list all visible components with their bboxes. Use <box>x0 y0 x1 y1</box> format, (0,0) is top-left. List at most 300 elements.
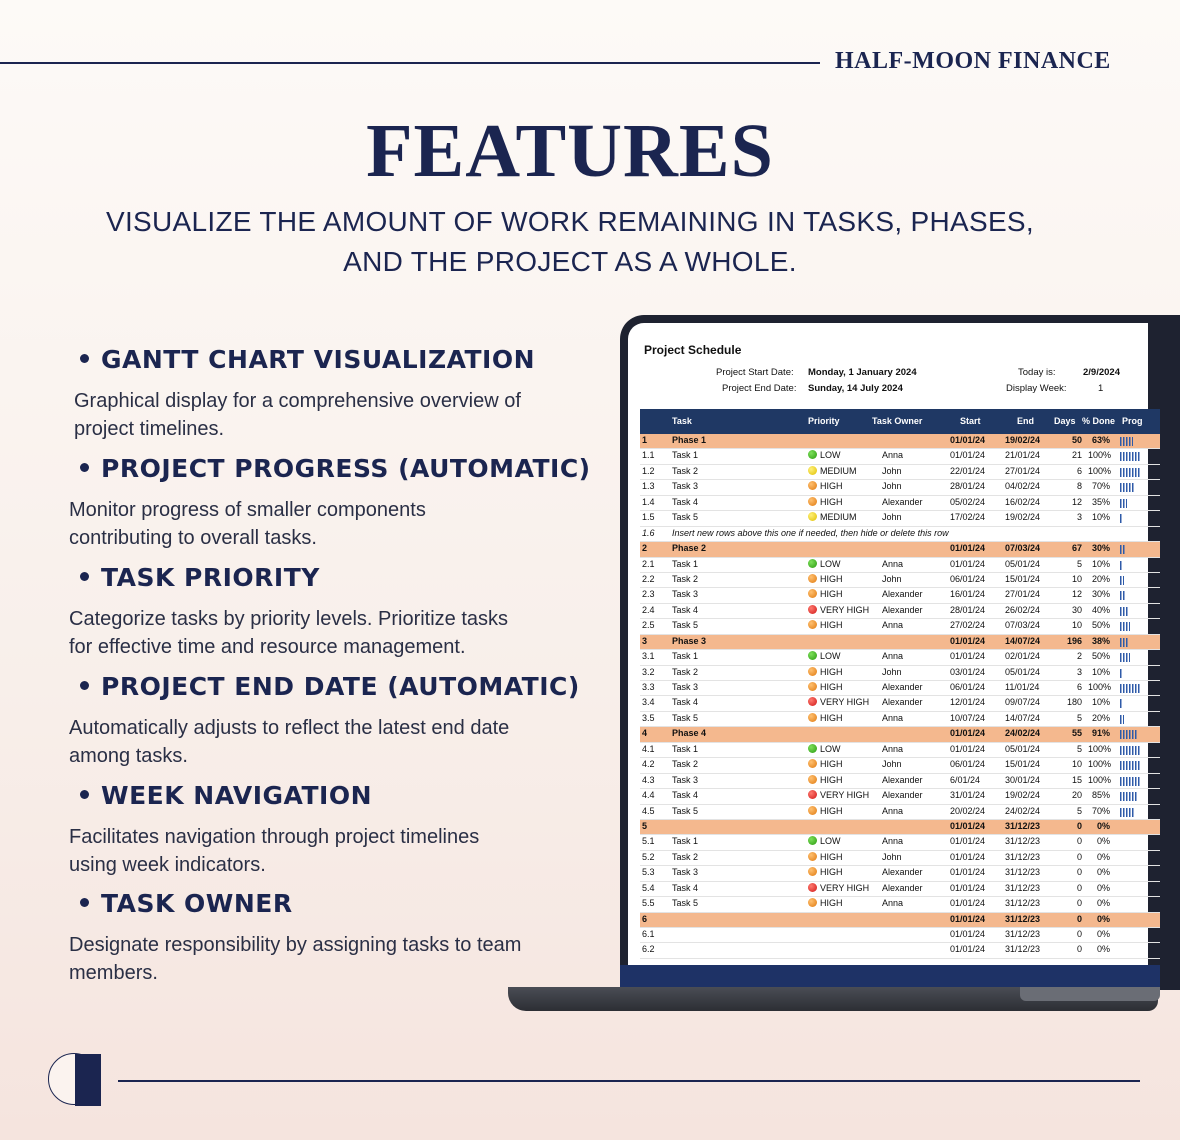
cell-owner[interactable]: Alexander <box>882 882 923 893</box>
cell-id[interactable]: 6.2 <box>642 944 655 955</box>
cell-days[interactable]: 15 <box>1071 774 1082 785</box>
cell-id[interactable]: 1.5 <box>642 512 655 523</box>
cell-start[interactable]: 01/01/24 <box>950 435 986 445</box>
table-row[interactable] <box>640 465 1160 480</box>
table-row[interactable] <box>640 789 1160 804</box>
cell-days[interactable]: 0 <box>1076 929 1082 939</box>
cell-done[interactable]: 50% <box>1091 651 1110 662</box>
cell-done[interactable]: 20% <box>1091 712 1110 723</box>
table-row[interactable] <box>640 650 1160 665</box>
table-row[interactable] <box>640 758 1160 773</box>
cell-done[interactable]: 38% <box>1091 635 1110 646</box>
cell-owner[interactable]: Anna <box>882 558 904 569</box>
cell-days[interactable]: 0 <box>1076 851 1082 862</box>
cell-days[interactable]: 0 <box>1076 820 1082 831</box>
cell-task[interactable]: Task 2 <box>672 465 699 476</box>
cell-start[interactable]: 31/01/24 <box>950 790 986 801</box>
progress-bar <box>1120 576 1124 585</box>
cell-owner[interactable]: John <box>882 465 902 476</box>
cell-owner[interactable]: Alexander <box>882 589 923 600</box>
cell-done[interactable]: 30% <box>1091 589 1110 600</box>
cell-start[interactable]: 06/01/24 <box>950 682 986 692</box>
cell-days[interactable]: 180 <box>1066 697 1082 708</box>
cell-id[interactable]: 1 <box>642 435 648 445</box>
cell-end[interactable]: 31/12/23 <box>1005 820 1041 831</box>
cell-done[interactable]: 0% <box>1096 867 1110 878</box>
cell-done[interactable]: 100% <box>1088 450 1112 461</box>
cell-start[interactable]: 6/01/24 <box>950 774 981 785</box>
col-done[interactable]: % Done <box>1082 416 1116 426</box>
cell-priority[interactable] <box>808 713 843 723</box>
cell-start[interactable]: 03/01/24 <box>950 666 986 677</box>
cell-task[interactable]: Task 5 <box>672 805 699 816</box>
cell-days[interactable]: 6 <box>1076 465 1082 476</box>
cell-task[interactable]: Task 3 <box>672 481 699 492</box>
cell-done[interactable]: 10% <box>1091 558 1110 569</box>
cell-owner[interactable]: Alexander <box>882 867 923 878</box>
cell-days[interactable]: 10 <box>1071 759 1082 770</box>
cell-start[interactable]: 12/01/24 <box>950 697 986 708</box>
cell-task[interactable]: Task 3 <box>672 589 699 600</box>
priority-label: VERY HIGH <box>820 604 870 615</box>
cell-end[interactable]: 24/02/24 <box>1005 728 1041 739</box>
cell-priority[interactable] <box>808 775 843 785</box>
cell-owner[interactable]: Anna <box>882 898 904 909</box>
cell-owner[interactable]: Alexander <box>882 697 923 708</box>
cell-done[interactable]: 100% <box>1088 682 1112 692</box>
phase-row[interactable] <box>640 727 1160 742</box>
progress-bar <box>1120 638 1128 647</box>
table-header <box>640 409 1160 434</box>
cell-days[interactable]: 12 <box>1071 496 1082 507</box>
cell-days[interactable]: 0 <box>1076 836 1082 847</box>
cell-done[interactable]: 10% <box>1091 512 1110 523</box>
cell-task[interactable]: Task 2 <box>672 573 699 584</box>
table-row[interactable] <box>640 511 1160 526</box>
cell-priority[interactable] <box>808 836 841 846</box>
table-row[interactable] <box>640 480 1160 495</box>
col-start[interactable]: Start <box>960 416 981 426</box>
cell-task[interactable]: Task 4 <box>672 496 699 507</box>
cell-owner[interactable]: Alexander <box>882 774 923 785</box>
cell-end[interactable]: 31/12/23 <box>1005 913 1041 924</box>
cell-priority[interactable] <box>808 559 841 569</box>
cell-start[interactable]: 20/02/24 <box>950 805 986 816</box>
cell-days[interactable]: 20 <box>1071 790 1082 801</box>
phase-row[interactable] <box>640 913 1160 928</box>
cell-task[interactable]: Task 2 <box>672 666 699 677</box>
priority-label: LOW <box>820 651 841 662</box>
cell-days[interactable]: 5 <box>1076 805 1082 816</box>
cell-task[interactable]: Task 2 <box>672 851 699 862</box>
cell-owner[interactable]: Alexander <box>882 790 923 801</box>
cell-priority[interactable] <box>808 466 857 476</box>
cell-priority[interactable] <box>808 898 843 908</box>
cell-end[interactable]: 24/02/24 <box>1005 805 1041 816</box>
cell-end[interactable]: 15/01/24 <box>1005 759 1041 770</box>
cell-task[interactable]: Insert new rows above this one if needed, then hide or delete this row <box>672 527 949 538</box>
cell-task[interactable]: Task 3 <box>672 682 699 692</box>
cell-id[interactable]: 4.4 <box>642 790 655 801</box>
cell-task[interactable]: Task 4 <box>672 697 699 708</box>
cell-priority[interactable] <box>808 481 843 491</box>
cell-done[interactable]: 0% <box>1096 898 1110 909</box>
cell-task[interactable]: Task 4 <box>672 604 699 615</box>
cell-priority[interactable] <box>808 697 869 707</box>
table-row[interactable] <box>640 805 1160 820</box>
cell-task[interactable]: Phase 1 <box>672 435 707 445</box>
cell-id[interactable]: 4.1 <box>642 743 655 754</box>
cell-done[interactable]: 0% <box>1096 882 1110 893</box>
cell-done[interactable]: 50% <box>1091 620 1110 631</box>
cell-end[interactable]: 19/02/24 <box>1005 512 1041 523</box>
cell-priority[interactable] <box>808 682 843 692</box>
cell-done[interactable]: 10% <box>1091 666 1110 677</box>
cell-days[interactable]: 0 <box>1076 913 1082 924</box>
cell-task[interactable]: Task 1 <box>672 743 699 754</box>
cell-done[interactable]: 0% <box>1096 851 1110 862</box>
cell-days[interactable]: 196 <box>1066 635 1082 646</box>
cell-task[interactable]: Task 2 <box>672 759 699 770</box>
cell-end[interactable]: 05/01/24 <box>1005 666 1041 677</box>
cell-start[interactable]: 28/01/24 <box>950 604 986 615</box>
cell-id[interactable]: 3.3 <box>642 682 655 692</box>
cell-end[interactable]: 19/02/24 <box>1005 790 1041 801</box>
cell-priority[interactable] <box>808 867 843 877</box>
cell-task[interactable]: Task 4 <box>672 790 699 801</box>
table-row[interactable] <box>640 743 1160 758</box>
cell-id[interactable]: 4.3 <box>642 774 655 785</box>
cell-id[interactable]: 4.2 <box>642 759 655 770</box>
cell-start[interactable]: 10/07/24 <box>950 712 986 723</box>
cell-start[interactable]: 01/01/24 <box>950 450 986 461</box>
cell-done[interactable]: 40% <box>1091 604 1110 615</box>
cell-priority[interactable] <box>808 512 857 522</box>
cell-id[interactable]: 3.5 <box>642 712 655 723</box>
cell-id[interactable]: 1.1 <box>642 450 655 461</box>
cell-id[interactable]: 1.6 <box>642 527 655 538</box>
cell-end[interactable]: 14/07/24 <box>1005 635 1041 646</box>
cell-id[interactable]: 5.4 <box>642 882 655 893</box>
cell-end[interactable]: 19/02/24 <box>1005 435 1041 445</box>
phase-row[interactable] <box>640 434 1160 449</box>
cell-id[interactable]: 5 <box>642 820 648 831</box>
cell-id[interactable]: 2.5 <box>642 620 655 631</box>
cell-start[interactable]: 01/01/24 <box>950 882 986 893</box>
cell-done[interactable]: 0% <box>1096 944 1110 955</box>
cell-end[interactable]: 11/01/24 <box>1005 682 1040 692</box>
cell-start[interactable]: 05/02/24 <box>950 496 986 507</box>
cell-end[interactable]: 27/01/24 <box>1005 465 1041 476</box>
cell-days[interactable]: 0 <box>1076 867 1082 878</box>
priority-dot-icon <box>808 867 817 876</box>
cell-done[interactable]: 20% <box>1091 573 1110 584</box>
cell-priority[interactable] <box>808 651 841 661</box>
cell-done[interactable]: 100% <box>1088 743 1112 754</box>
cell-end[interactable]: 21/01/24 <box>1005 450 1041 461</box>
cell-start[interactable]: 01/01/24 <box>950 558 986 569</box>
cell-done[interactable]: 100% <box>1088 759 1112 770</box>
col-end[interactable]: End <box>1017 416 1034 426</box>
table-row[interactable] <box>640 527 1160 542</box>
cell-end[interactable]: 27/01/24 <box>1005 589 1041 600</box>
table-row[interactable] <box>640 943 1160 958</box>
cell-days[interactable]: 55 <box>1071 728 1082 739</box>
cell-id[interactable]: 3 <box>642 635 648 646</box>
cell-start[interactable]: 01/01/24 <box>950 635 986 646</box>
cell-id[interactable]: 1.3 <box>642 481 655 492</box>
table-row[interactable] <box>640 835 1160 850</box>
cell-id[interactable]: 5.5 <box>642 898 655 909</box>
cell-task[interactable]: Task 5 <box>672 620 699 631</box>
col-priority[interactable]: Priority <box>808 416 840 426</box>
cell-days[interactable]: 30 <box>1071 604 1082 615</box>
cell-priority[interactable] <box>808 497 843 507</box>
cell-priority[interactable] <box>808 450 841 460</box>
cell-priority[interactable] <box>808 790 869 800</box>
cell-task[interactable]: Phase 3 <box>672 635 707 646</box>
cell-end[interactable]: 31/12/23 <box>1005 851 1041 862</box>
cell-task[interactable]: Task 3 <box>672 774 699 785</box>
cell-id[interactable]: 1.2 <box>642 465 655 476</box>
cell-owner[interactable]: John <box>882 759 902 770</box>
cell-end[interactable]: 02/01/24 <box>1005 651 1041 662</box>
cell-owner[interactable]: John <box>882 573 902 584</box>
table-row[interactable] <box>640 588 1160 603</box>
table-row[interactable] <box>640 882 1160 897</box>
col-task[interactable]: Task <box>672 416 692 426</box>
cell-start[interactable]: 16/01/24 <box>950 589 986 600</box>
cell-end[interactable]: 31/12/23 <box>1005 882 1041 893</box>
cell-days[interactable]: 0 <box>1076 882 1082 893</box>
cell-start[interactable]: 01/01/24 <box>950 944 986 955</box>
display-week-value[interactable]: 1 <box>1098 383 1104 394</box>
cell-end[interactable]: 09/07/24 <box>1005 697 1041 708</box>
cell-end[interactable]: 31/12/23 <box>1005 867 1041 878</box>
table-row[interactable] <box>640 496 1160 511</box>
col-owner[interactable]: Task Owner <box>872 416 923 426</box>
cell-id[interactable]: 2.2 <box>642 573 655 584</box>
cell-priority[interactable] <box>808 759 843 769</box>
priority-dot-icon <box>808 898 817 907</box>
cell-start[interactable]: 28/01/24 <box>950 481 986 492</box>
cell-id[interactable]: 5.3 <box>642 867 655 878</box>
cell-owner[interactable]: John <box>882 481 902 492</box>
table-body <box>640 434 1160 959</box>
cell-start[interactable]: 01/01/24 <box>950 820 986 831</box>
cell-done[interactable]: 85% <box>1091 790 1110 801</box>
cell-start[interactable]: 01/01/24 <box>950 543 986 554</box>
cell-id[interactable]: 1.4 <box>642 496 655 507</box>
today-label: Today is: <box>1018 367 1056 378</box>
cell-start[interactable]: 01/01/24 <box>950 836 986 847</box>
cell-done[interactable]: 63% <box>1091 435 1110 445</box>
table-row[interactable] <box>640 928 1160 943</box>
cell-done[interactable]: 10% <box>1091 697 1110 708</box>
cell-days[interactable]: 8 <box>1076 481 1082 492</box>
cell-id[interactable]: 6 <box>642 913 648 924</box>
cell-start[interactable]: 06/01/24 <box>950 759 986 770</box>
priority-label: HIGH <box>820 589 843 600</box>
table-row[interactable] <box>640 449 1160 464</box>
cell-days[interactable]: 0 <box>1076 944 1082 955</box>
cell-id[interactable]: 3.1 <box>642 651 655 662</box>
cell-id[interactable]: 3.2 <box>642 666 655 677</box>
cell-end[interactable]: 31/12/23 <box>1005 898 1041 909</box>
cell-start[interactable]: 17/02/24 <box>950 512 986 523</box>
cell-priority[interactable] <box>808 589 843 599</box>
cell-owner[interactable]: Anna <box>882 836 904 847</box>
cell-done[interactable]: 70% <box>1091 805 1110 816</box>
cell-days[interactable]: 0 <box>1076 898 1082 909</box>
cell-priority[interactable] <box>808 744 841 754</box>
cell-start[interactable]: 01/01/24 <box>950 651 986 662</box>
cell-owner[interactable]: Alexander <box>882 682 923 692</box>
cell-days[interactable]: 2 <box>1076 651 1082 662</box>
cell-start[interactable]: 01/01/24 <box>950 898 986 909</box>
cell-days[interactable]: 3 <box>1076 512 1082 523</box>
cell-task[interactable]: Task 4 <box>672 882 699 893</box>
cell-task[interactable]: Task 1 <box>672 558 699 569</box>
cell-task[interactable]: Task 5 <box>672 512 699 523</box>
cell-end[interactable]: 04/02/24 <box>1005 481 1041 492</box>
table-row[interactable] <box>640 774 1160 789</box>
cell-id[interactable]: 2.1 <box>642 558 655 569</box>
cell-days[interactable]: 67 <box>1071 543 1082 554</box>
cell-priority[interactable] <box>808 667 843 677</box>
phase-row[interactable] <box>640 542 1160 557</box>
cell-end[interactable]: 14/07/24 <box>1005 712 1041 723</box>
cell-end[interactable]: 26/02/24 <box>1005 604 1041 615</box>
table-row[interactable] <box>640 696 1160 711</box>
cell-days[interactable]: 5 <box>1076 712 1082 723</box>
cell-id[interactable]: 2.4 <box>642 604 655 615</box>
cell-days[interactable]: 12 <box>1071 589 1082 600</box>
cell-done[interactable]: 30% <box>1091 543 1110 554</box>
cell-id[interactable]: 2 <box>642 543 648 554</box>
cell-task[interactable]: Task 1 <box>672 651 699 662</box>
cell-priority[interactable] <box>808 574 843 584</box>
cell-end[interactable]: 07/03/24 <box>1005 543 1041 554</box>
col-days[interactable]: Days <box>1054 416 1076 426</box>
col-progress[interactable]: Prog <box>1122 416 1143 426</box>
table-row[interactable] <box>640 666 1160 681</box>
cell-days[interactable]: 5 <box>1076 558 1082 569</box>
cell-id[interactable]: 4.5 <box>642 805 655 816</box>
cell-id[interactable]: 5.2 <box>642 851 655 862</box>
cell-owner[interactable]: John <box>882 851 902 862</box>
cell-id[interactable]: 5.1 <box>642 836 655 847</box>
table-row[interactable] <box>640 573 1160 588</box>
cell-days[interactable]: 6 <box>1076 682 1082 692</box>
cell-owner[interactable]: Anna <box>882 620 904 631</box>
cell-end[interactable]: 07/03/24 <box>1005 620 1041 631</box>
cell-task[interactable]: Phase 4 <box>672 728 707 739</box>
cell-owner[interactable]: Anna <box>882 712 904 723</box>
cell-done[interactable]: 0% <box>1096 820 1110 831</box>
table-row[interactable] <box>640 681 1160 696</box>
cell-done[interactable]: 0% <box>1096 929 1110 939</box>
table-row[interactable] <box>640 619 1160 634</box>
cell-start[interactable]: 06/01/24 <box>950 573 986 584</box>
cell-done[interactable]: 35% <box>1091 496 1110 507</box>
cell-days[interactable]: 10 <box>1071 573 1082 584</box>
cell-priority[interactable] <box>808 806 843 816</box>
cell-id[interactable]: 2.3 <box>642 589 655 600</box>
cell-done[interactable]: 100% <box>1088 465 1112 476</box>
cell-owner[interactable]: Anna <box>882 651 904 662</box>
cell-end[interactable]: 31/12/23 <box>1005 836 1041 847</box>
cell-id[interactable]: 6.1 <box>642 929 655 939</box>
cell-done[interactable]: 70% <box>1091 481 1110 492</box>
cell-start[interactable]: 22/01/24 <box>950 465 986 476</box>
cell-end[interactable]: 30/01/24 <box>1005 774 1041 785</box>
table-row[interactable] <box>640 712 1160 727</box>
cell-start[interactable]: 01/01/24 <box>950 743 986 754</box>
cell-done[interactable]: 100% <box>1088 774 1112 785</box>
cell-done[interactable]: 0% <box>1096 836 1110 847</box>
priority-dot-icon <box>808 682 817 691</box>
cell-days[interactable]: 5 <box>1076 743 1082 754</box>
cell-days[interactable]: 50 <box>1071 435 1082 445</box>
cell-owner[interactable]: John <box>882 512 902 523</box>
table-row[interactable] <box>640 866 1160 881</box>
table-row[interactable] <box>640 851 1160 866</box>
cell-start[interactable]: 27/02/24 <box>950 620 986 631</box>
cell-owner[interactable]: Alexander <box>882 496 923 507</box>
cell-id[interactable]: 4 <box>642 728 648 739</box>
cell-done[interactable]: 0% <box>1096 913 1110 924</box>
cell-end[interactable]: 31/12/23 <box>1005 929 1041 939</box>
cell-priority[interactable] <box>808 620 843 630</box>
cell-owner[interactable]: Anna <box>882 743 904 754</box>
cell-task[interactable]: Task 1 <box>672 450 699 461</box>
cell-task[interactable]: Task 5 <box>672 898 699 909</box>
table-row[interactable] <box>640 604 1160 619</box>
phase-row[interactable] <box>640 635 1160 650</box>
cell-end[interactable]: 05/01/24 <box>1005 558 1041 569</box>
cell-start[interactable]: 01/01/24 <box>950 851 986 862</box>
cell-done[interactable]: 91% <box>1091 728 1110 739</box>
cell-end[interactable]: 05/01/24 <box>1005 743 1041 754</box>
cell-end[interactable]: 15/01/24 <box>1005 573 1041 584</box>
cell-id[interactable]: 3.4 <box>642 697 655 708</box>
cell-task[interactable]: Task 5 <box>672 712 699 723</box>
phase-row[interactable] <box>640 820 1160 835</box>
cell-task[interactable]: Task 3 <box>672 867 699 878</box>
cell-start[interactable]: 01/01/24 <box>950 728 986 739</box>
cell-owner[interactable]: John <box>882 666 902 677</box>
cell-priority[interactable] <box>808 883 869 893</box>
cell-days[interactable]: 3 <box>1076 666 1082 677</box>
table-row[interactable] <box>640 897 1160 912</box>
cell-owner[interactable]: Anna <box>882 450 904 461</box>
cell-start[interactable]: 01/01/24 <box>950 929 986 939</box>
cell-days[interactable]: 21 <box>1071 450 1082 461</box>
cell-end[interactable]: 16/02/24 <box>1005 496 1041 507</box>
cell-end[interactable]: 31/12/23 <box>1005 944 1041 955</box>
cell-priority[interactable] <box>808 605 869 615</box>
cell-start[interactable]: 01/01/24 <box>950 867 986 878</box>
cell-owner[interactable]: Alexander <box>882 604 923 615</box>
table-row[interactable] <box>640 558 1160 573</box>
cell-priority[interactable] <box>808 852 843 862</box>
cell-task[interactable]: Phase 2 <box>672 543 707 554</box>
cell-owner[interactable]: Anna <box>882 805 904 816</box>
cell-start[interactable]: 01/01/24 <box>950 913 986 924</box>
cell-task[interactable]: Task 1 <box>672 836 699 847</box>
cell-days[interactable]: 10 <box>1071 620 1082 631</box>
